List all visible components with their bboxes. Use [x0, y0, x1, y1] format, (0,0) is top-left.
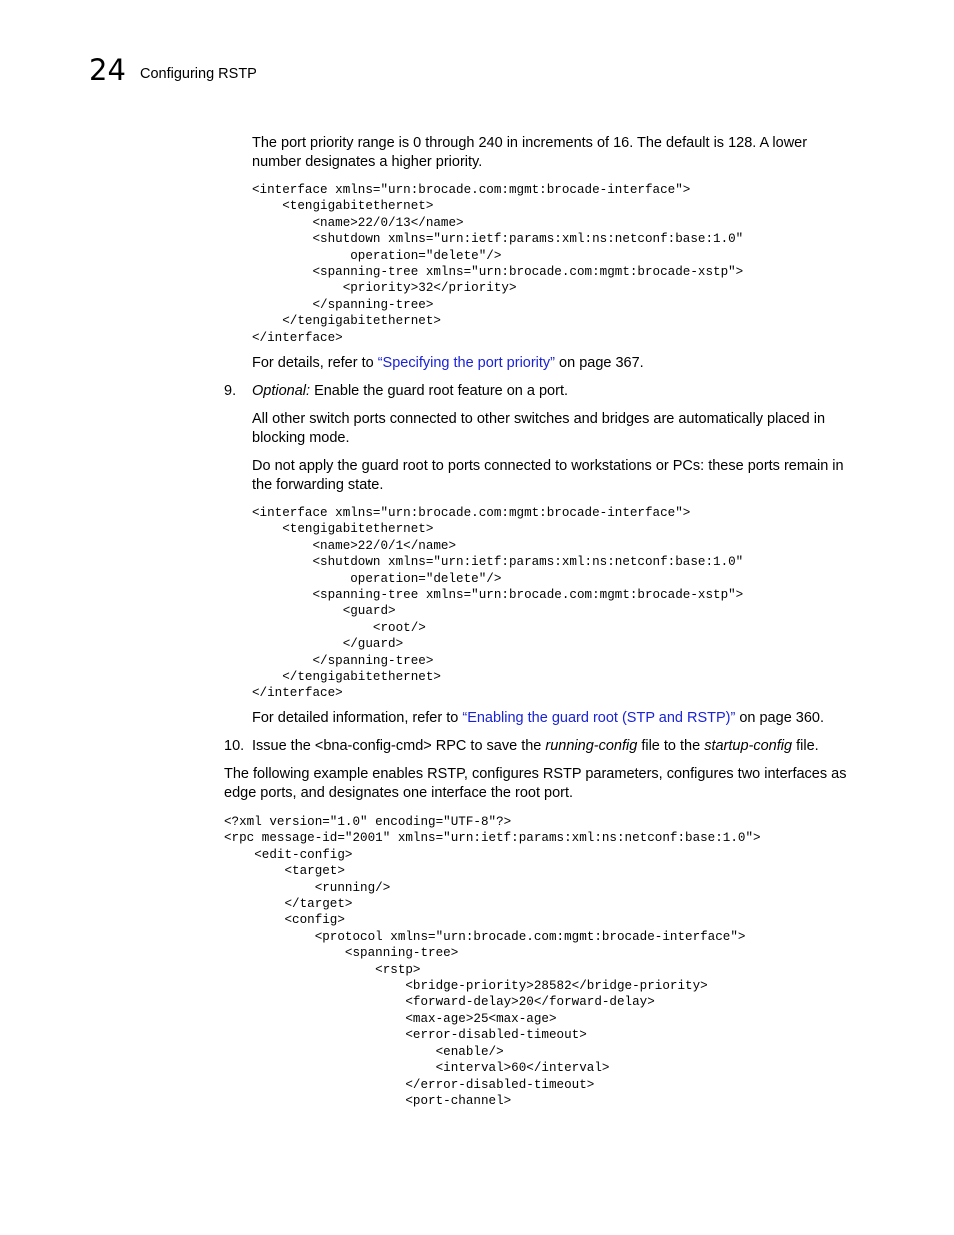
step-10-part-1: Issue the <bna-config-cmd> RPC to save the	[252, 738, 546, 754]
reference-prefix: For detailed information, refer to	[252, 710, 463, 726]
step-9-optional-label: Optional:	[252, 383, 311, 399]
chapter-title: Configuring RSTP	[140, 66, 257, 82]
link-specifying-port-priority[interactable]: “Specifying the port priority”	[377, 355, 556, 371]
paragraph-guard-workstations: Do not apply the guard root to ports connected to workstations or PCs: these ports remain in the forwarding state.	[252, 458, 844, 493]
step-10-running-config: running-config	[545, 738, 638, 754]
reference-guard-root	[252, 709, 892, 728]
step-10-startup-config: startup-config	[704, 738, 793, 754]
step-10-part-2: file to the	[637, 738, 705, 754]
chapter-number: 24	[89, 53, 126, 87]
paragraph-example-intro: The following example enables RSTP, configures RSTP parameters, configures two interfaces as edge ports, and designates one interface the root port.	[224, 766, 847, 801]
link-enabling-guard-root[interactable]: “Enabling the guard root (STP and RSTP)”	[462, 710, 736, 726]
paragraph-guard-blocking: All other switch ports connected to other switches and bridges are automatically placed in blocking mode.	[252, 411, 826, 446]
step-10-part-3: file.	[792, 738, 819, 754]
step-10-number: 10.	[224, 738, 245, 754]
reference-suffix: on page 360.	[735, 710, 825, 726]
code-block-port-priority: <interface xmlns="urn:brocade.com:mgmt:brocade-interface"> <tengigabitethernet> <name>22/0/13</name> <shutdown xmlns="urn:ietf:params:xml:ns:netconf:base:1.0" operation="delete"/> <spanning-tree xmlns="urn:brocade.com:mgmt:brocade-xstp"> <priority>32</priority> </spanning-tree> </tengigabitethernet> </interface>	[252, 183, 744, 345]
paragraph-priority-range: The port priority range is 0 through 240 in increments of 16. The default is 128. A lower number designates a higher priority.	[252, 135, 808, 170]
reference-prefix: For details, refer to	[252, 355, 378, 371]
step-9-text	[252, 382, 872, 401]
step-10-text	[252, 737, 892, 756]
reference-suffix: on page 367.	[555, 355, 644, 371]
code-block-guard-root: <interface xmlns="urn:brocade.com:mgmt:brocade-interface"> <tengigabitethernet> <name>22/0/1</name> <shutdown xmlns="urn:ietf:params:xml:ns:netconf:base:1.0" operation="delete"/> <spanning-tree xmlns="urn:brocade.com:mgmt:brocade-xstp"> <guard> <root/> </guard> </spanning-tree> </tengigabitethernet> </interface>	[252, 506, 744, 701]
step-9-number: 9.	[224, 383, 237, 399]
code-block-rstp-example: <?xml version="1.0" encoding="UTF-8"?> <rpc message-id="2001" xmlns="urn:ietf:params:xml:ns:netconf:base:1.0"> <edit-config> <target> <running/> </target> <config> <protocol xmlns="urn:brocade.com:mgmt:brocade-interface"> <spanning-tree> <rstp> <bridge-priority>28582</bridge-priority> <forward-delay>20</forward-delay> <max-age>25<max-age> <error-disabled-timeout> <enable/> <interval>60</interval> </error-disabled-timeout> <port-channel>	[224, 815, 761, 1108]
step-9-description: Enable the guard root feature on a port.	[310, 383, 569, 399]
reference-port-priority	[252, 354, 872, 373]
